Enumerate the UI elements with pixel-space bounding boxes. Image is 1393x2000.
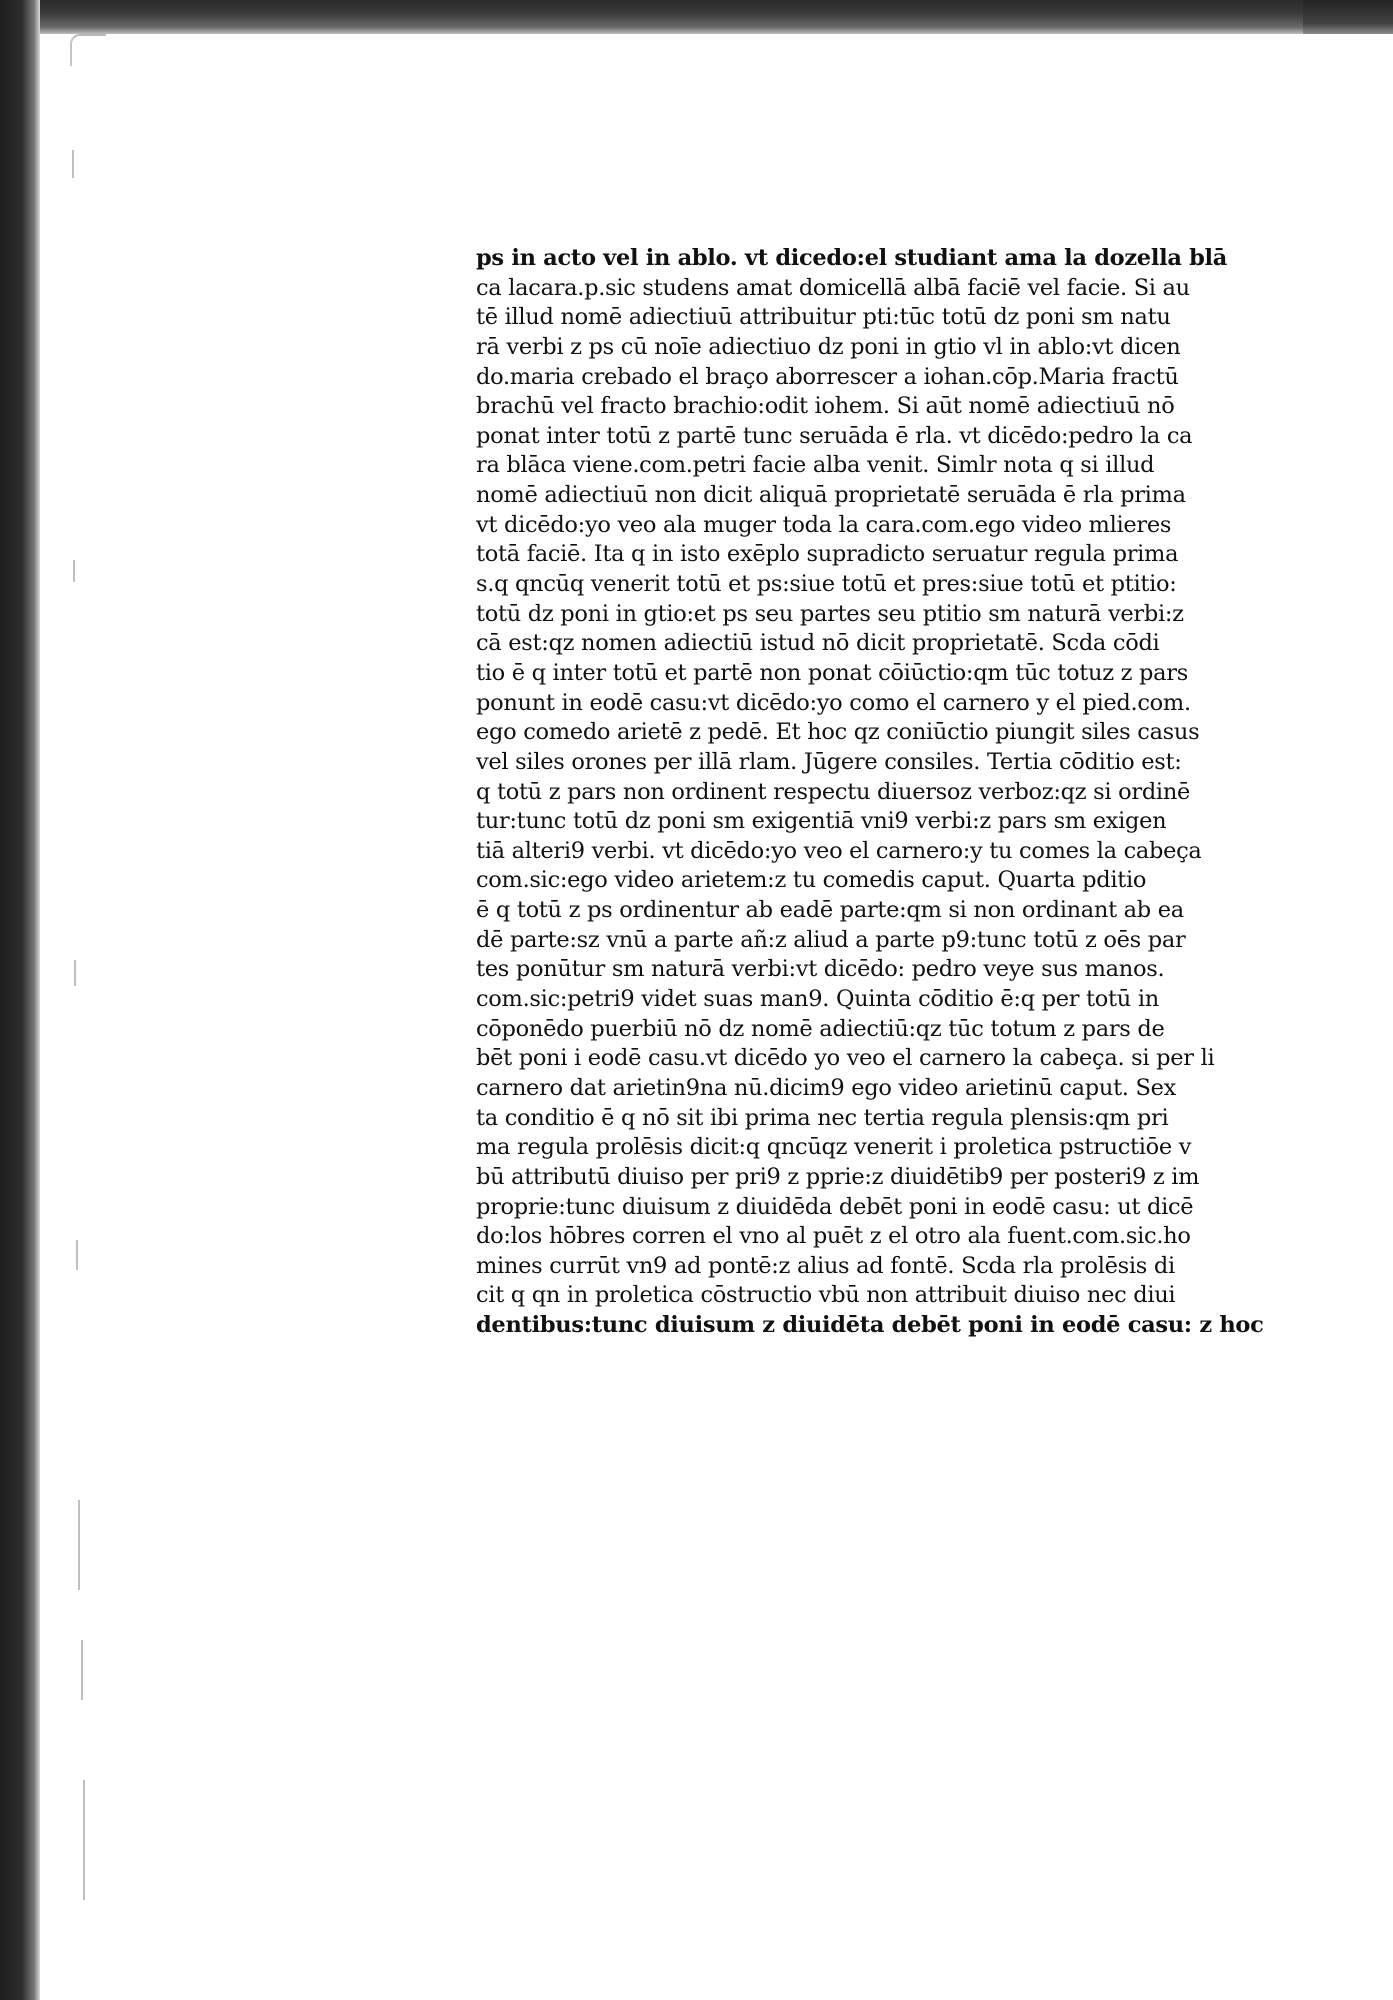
gutter-mark [72, 150, 74, 178]
text-line: rā verbi z ps cū noīe adiectiuo dz poni in gtio vl in ablo:vt dicen [476, 333, 1181, 360]
text-line: proprie:tunc diuisum z diuidēda debēt poni in eodē casu: ut dicē [476, 1193, 1194, 1220]
text-line: tur:tunc totū dz poni sm exigentiā vni9 verbi:z pars sm exigen [476, 808, 1167, 835]
text-line: ra blāca viene.com.petri facie alba venit. Simlr nota q si illud [476, 452, 1155, 479]
gutter-mark [74, 960, 76, 986]
text-line: ca lacara.p.sic studens amat domicellā albā faciē vel facie. Si au [476, 274, 1190, 301]
scanner-top-border [0, 0, 1393, 34]
scanner-left-border [0, 0, 40, 2000]
text-line: ego comedo arietē z pedē. Et hoc qz coniūctio piungit siles casus [476, 719, 1200, 746]
text-line: bū attributū diuiso per pri9 z pprie:z diuidētib9 per posteri9 z im [476, 1163, 1200, 1190]
printed-text-block [476, 244, 1336, 1341]
text-line: totū dz poni in gtio:et ps seu partes seu ptitio sm naturā verbi:z [476, 600, 1184, 627]
text-line: ps in acto vel in ablo. vt dicedo:el studiant ama la dozella blā [476, 245, 1228, 271]
text-line: com.sic:petri9 videt suas man9. Quinta cōditio ē:q per totū in [476, 986, 1159, 1013]
text-line: ponunt in eodē casu:vt dicēdo:yo como el carnero y el pied.com. [476, 689, 1191, 716]
text-line: carnero dat arietin9na nū.dicim9 ego video arietinū caput. Sex [476, 1074, 1177, 1101]
text-line: ta conditio ē q nō sit ibi prima nec tertia regula plensis:qm pri [476, 1104, 1169, 1131]
text-line: ē q totū z ps ordinentur ab eadē parte:qm si non ordinant ab ea [476, 897, 1184, 924]
gutter-mark [73, 560, 75, 582]
text-line: tiā alteri9 verbi. vt dicēdo:yo veo el carnero:y tu comes la cabeça [476, 837, 1202, 864]
text-line: com.sic:ego video arietem:z tu comedis caput. Quarta pditio [476, 867, 1147, 894]
text-line: tes ponūtur sm naturā verbi:vt dicēdo: pedro veye sus manos. [476, 956, 1165, 983]
text-line: nomē adiectiuū non dicit aliquā proprietatē seruāda ē rla prima [476, 482, 1186, 509]
text-line: ponat inter totū z partē tunc seruāda ē rla. vt dicēdo:pedro la ca [476, 422, 1193, 449]
text-line: cōponēdo puerbiū nō dz nomē adiectiū:qz tūc totum z pars de [476, 1015, 1165, 1042]
text-line: do.maria crebado el braço aborrescer a iohan.cōp.Maria fractū [476, 363, 1179, 390]
text-line: mines currūt vn9 ad pontē:z alius ad fontē. Scda rla prolēsis di [476, 1252, 1175, 1279]
text-line: totā faciē. Ita q in isto exēplo supradicto seruatur regula prima [476, 541, 1179, 568]
text-line: cit q qn in proletica cōstructio vbū non attribuit diuiso nec diui [476, 1282, 1176, 1309]
gutter-mark [78, 1500, 80, 1590]
corner-smudge [70, 34, 106, 66]
text-line: vt dicēdo:yo veo ala muger toda la cara.com.ego video mlieres [476, 511, 1172, 538]
gutter-mark [81, 1640, 83, 1700]
text-line: tē illud nomē adiectiuū attribuitur pti:tūc totū dz poni sm natu [476, 304, 1171, 331]
text-line: brachū vel fracto brachio:odit iohem. Si aūt nomē adiectiuū nō [476, 393, 1175, 420]
gutter-mark [76, 1240, 78, 1270]
text-line: dentibus:tunc diuisum z diuidēta debēt poni in eodē casu: z hoc [476, 1312, 1264, 1339]
text-line: q totū z pars non ordinent respectu diuersoz verboz:qz si ordinē [476, 778, 1191, 805]
text-line: cā est:qz nomen adiectiū istud nō dicit proprietatē. Scda cōdi [476, 630, 1160, 657]
text-line: vel siles orones per illā rlam. Jūgere consiles. Tertia cōditio est: [476, 748, 1182, 775]
text-line: tio ē q inter totū et partē non ponat cōiūctio:qm tūc totuz z pars [476, 659, 1188, 686]
text-line: dē parte:sz vnū a parte añ:z aliud a parte p9:tunc totū z oēs par [476, 926, 1186, 953]
text-line: ma regula prolēsis dicit:q qncūqz venerit i proletica pstructiōe v [476, 1134, 1192, 1161]
text-line: bēt poni i eodē casu.vt dicēdo yo veo el carnero la cabeça. si per li [476, 1045, 1215, 1072]
text-line: s.q qncūq venerit totū et ps:siue totū et pres:siue totū et ptitio: [476, 571, 1177, 598]
gutter-mark [83, 1780, 85, 1900]
text-line: do:los hōbres corren el vno al puēt z el otro ala fuent.com.sic.ho [476, 1223, 1191, 1250]
